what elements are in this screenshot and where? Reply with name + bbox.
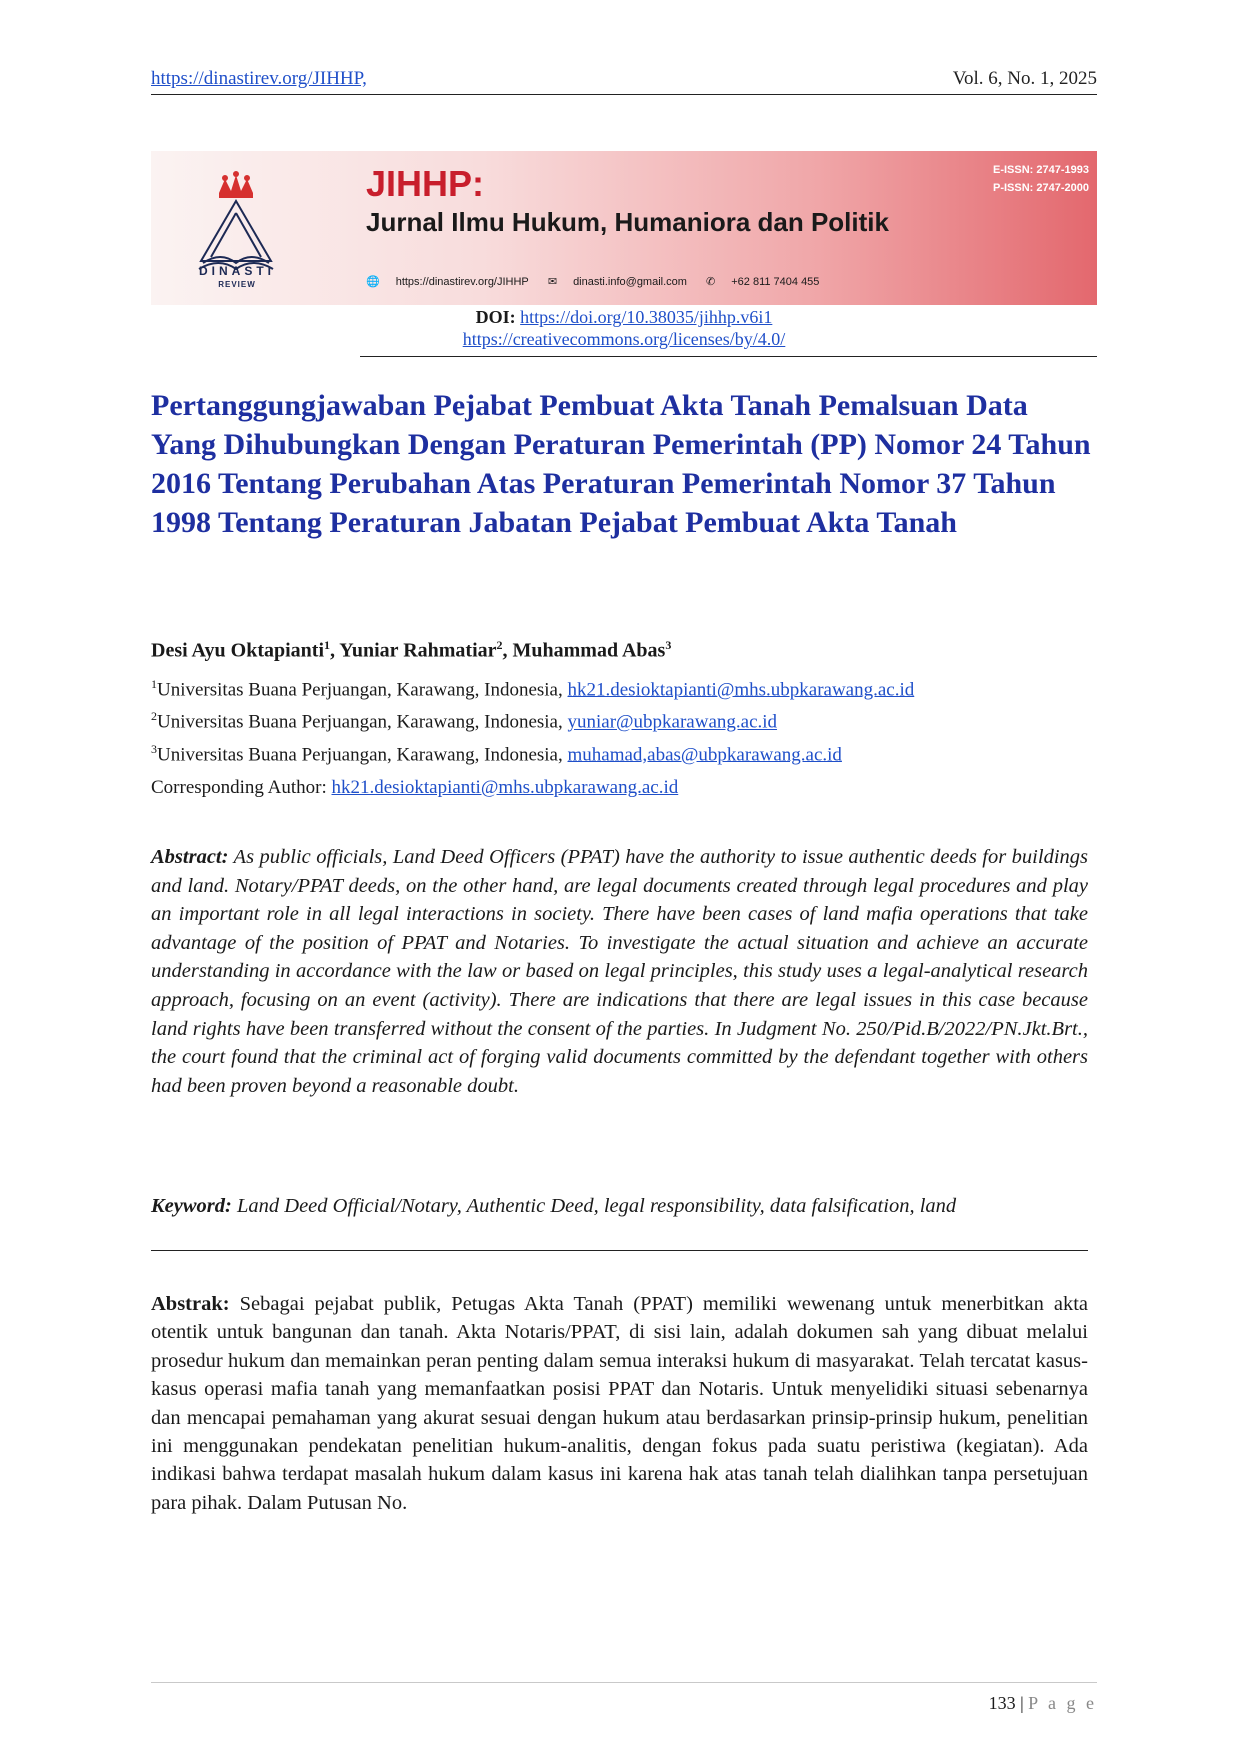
- eissn: E-ISSN: 2747-1993: [993, 164, 1089, 176]
- aff-text: Universitas Buana Perjuangan, Karawang, Indonesia,: [157, 711, 568, 733]
- corresponding-email-link[interactable]: hk21.desioktapianti@mhs.ubpkarawang.ac.id: [331, 777, 679, 798]
- corresponding-label: Corresponding Author:: [151, 777, 332, 798]
- abstract-label: Abstract:: [151, 846, 229, 868]
- keyword-label: Keyword:: [151, 1195, 232, 1217]
- dinasti-logo-text: [199, 264, 275, 289]
- footer-separator: |: [1020, 1693, 1024, 1713]
- paper-title: Pertanggungjawaban Pejabat Pembuat Akta Tanah Pemalsuan Data Yang Dihubungkan Dengan Peraturan Pemerintah (PP) Nomor 24 Tahun 2016 Tentang Perubahan Atas Peraturan Pemerintah Nomor 37 Tahun 1998 Tentang Peraturan Jabatan Pejabat Pembuat Akta Tanah: [151, 389, 1091, 539]
- author-sup: 2: [496, 638, 503, 652]
- aff-text: Universitas Buana Perjuangan, Karawang, Indonesia,: [157, 679, 568, 701]
- abstract-id: [151, 1290, 1088, 1517]
- mail-icon: ✉: [547, 276, 558, 288]
- banner-phone: +62 811 7404 455: [731, 276, 820, 288]
- journal-url-link[interactable]: https://dinastirev.org/JIHHP,: [151, 68, 367, 89]
- author-name: Yuniar Rahmatiar: [339, 639, 497, 662]
- banner-contacts: [366, 275, 835, 288]
- banner-website: https://dinastirev.org/JIHHP: [395, 276, 529, 288]
- issn-block: [993, 161, 1089, 197]
- aff-text: Universitas Buana Perjuangan, Karawang, Indonesia,: [157, 743, 568, 765]
- aff-email-link[interactable]: yuniar@ubpkarawang.ac.id: [567, 711, 778, 733]
- doi-block: [151, 306, 1097, 350]
- abstrak-label: Abstrak:: [151, 1293, 230, 1315]
- author-name: Desi Ayu Oktapianti: [151, 639, 324, 662]
- abstrak-text: Sebagai pejabat publik, Petugas Akta Tanah (PPAT) memiliki wewenang untuk menerbitkan akta otentik untuk bangunan dan tanah. Akta Notaris/PPAT, di sisi lain, adalah dokumen sah yang dibuat melalui prosedur hukum dan memainkan peran penting dalam semua interaksi hukum di masyarakat. Telah tercatat kasus-kasus operasi mafia tanah yang memanfaatkan posisi PPAT dan Notaris. Untuk menyelidiki situasi sebenarnya dan mencapai pemahaman yang akurat sesuai dengan hukum atau berdasarkan prinsip-prinsip hukum, penelitian ini menggunakan pendekatan penelitian hukum-analitis, dengan fokus pada suatu peristiwa (kegiatan). Ada indikasi bahwa terdapat masalah hukum dalam kasus ini karena hak atas tanah telah dialihkan tanpa persetujuan para pihak. Dalam Putusan No.: [151, 1293, 1088, 1514]
- author-list: Desi Ayu Oktapianti$^1$, Yuniar Rahmatiar$^2$, Muhammad Abas$^3$: [151, 638, 672, 662]
- doi-divider: [360, 356, 1097, 357]
- author-sup: 3: [665, 638, 672, 652]
- doi-link[interactable]: https://doi.org/10.38035/jihhp.v6i1: [520, 307, 773, 327]
- affiliation-line: [151, 703, 914, 735]
- page-number: 133: [988, 1693, 1016, 1713]
- affiliation-line: [151, 736, 914, 768]
- journal-abbrev: JIHHP:: [366, 163, 485, 204]
- logo-sub: REVIEW: [218, 280, 256, 289]
- globe-icon: 🌐: [366, 276, 380, 288]
- aff-email-link[interactable]: muhamad,abas@ubpkarawang.ac.id: [567, 743, 842, 765]
- journal-name: Jurnal Ilmu Hukum, Humaniora dan Politik: [366, 207, 889, 237]
- abstract-en: [151, 843, 1088, 1100]
- logo-name: DINASTI: [199, 264, 275, 278]
- keywords: [151, 1192, 1088, 1220]
- aff-sup: 2: [151, 709, 157, 724]
- author-name: Muhammad Abas: [512, 639, 666, 662]
- doi-label: DOI:: [475, 307, 516, 327]
- abstract-text: As public officials, Land Deed Officers (PPAT) have the authority to issue authentic deeds for buildings and land. Notary/PPAT deeds, on the other hand, are legal documents created through legal procedures and play an important role in all legal interactions in society. There have been cases of land mafia operations that take advantage of the position of PPAT and Notaries. To investigate the actual situation and achieve an accurate understanding in accordance with the law or based on legal principles, this study uses a legal-analytical research approach, focusing on an event (activity). There are indications that there are legal issues in this case because land rights have been transferred without the consent of the parties. In Judgment No. 250/Pid.B/2022/PN.Jkt.Brt., the court found that the criminal act of forging valid documents committed by the defendant together with others had been proven beyond a reasonable doubt.: [151, 846, 1088, 1097]
- banner-email: dinasti.info@gmail.com: [573, 276, 687, 288]
- keyword-text: Land Deed Official/Notary, Authentic Deed, legal responsibility, data falsification, land: [236, 1195, 957, 1217]
- author-sup: 1: [324, 638, 330, 652]
- affiliations: [151, 671, 914, 768]
- phone-icon: ✆: [706, 276, 716, 288]
- volume-info: Vol. 6, No. 1, 2025: [952, 68, 1097, 89]
- aff-sup: 3: [151, 741, 157, 756]
- page-label: P a g e: [1028, 1693, 1097, 1713]
- journal-banner: [151, 151, 1097, 305]
- keyword-divider: [151, 1250, 1088, 1251]
- affiliation-line: [151, 671, 914, 703]
- license-link[interactable]: https://creativecommons.org/licenses/by/4.0/: [462, 329, 786, 349]
- footer-divider: [151, 1682, 1097, 1683]
- running-header: [151, 66, 1097, 95]
- pissn: P-ISSN: 2747-2000: [993, 182, 1089, 194]
- aff-sup: 1: [151, 677, 157, 691]
- page-footer: [989, 1693, 1097, 1714]
- aff-email-link[interactable]: hk21.desioktapianti@mhs.ubpkarawang.ac.id: [567, 679, 915, 701]
- corresponding-author: [151, 777, 678, 799]
